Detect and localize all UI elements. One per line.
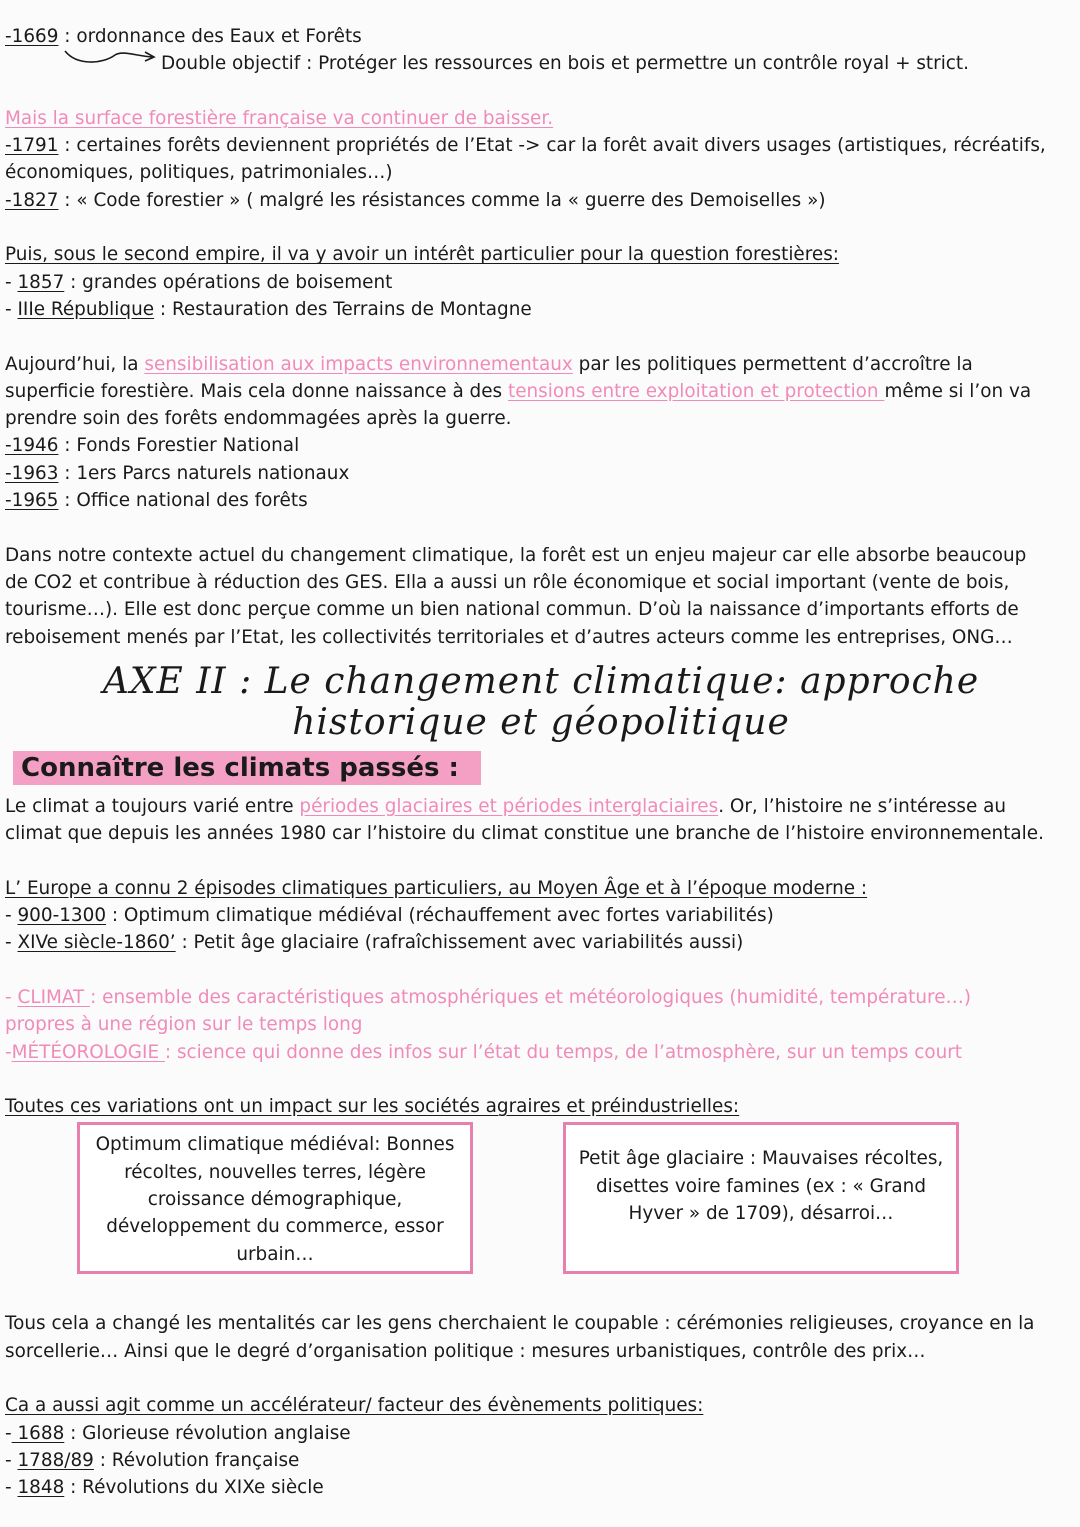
text-1788: : Révolution française	[93, 1449, 300, 1471]
date-line-1669	[5, 23, 1077, 50]
impacts-boxes	[5, 1122, 1077, 1300]
date-line-1963	[5, 460, 1077, 487]
def-climat: - CLIMAT : ensemble des caractéristiques atmosphériques et météorologiques (humidité, température…)	[5, 986, 972, 1008]
def-meteo: -MÉTÉOROLOGIE : science qui donne des infos sur l’état du temps, de l’atmosphère, sur un temps court	[5, 1041, 962, 1063]
meteo-text: : science qui donne des infos sur l’état du temps, de l’atmosphère, sur un temps court	[164, 1041, 962, 1063]
text-1791-cont: économiques, politiques, patrimoniales…)	[5, 162, 393, 184]
politics-item-1688: - 1688 : Glorieuse révolution anglaise	[5, 1422, 351, 1444]
empire-heading: Puis, sous le second empire, il va y avoir un intérêt particulier pour la question forestières:	[5, 244, 839, 266]
past-line-1	[5, 793, 1077, 820]
impacts-heading: Toutes ces variations ont un impact sur les sociétés agraires et préindustrielles:	[5, 1096, 740, 1118]
date-1791: -1791	[5, 135, 59, 157]
text-900-1300: : Optimum climatique médiéval (réchauffement avec fortes variabilités)	[106, 905, 774, 927]
decline-heading: Mais la surface forestière française va continuer de baisser.	[5, 107, 554, 129]
date-1788: 1788/89	[17, 1449, 94, 1471]
def-climat-cont: propres à une région sur le temps long	[5, 1014, 363, 1036]
date-xive-1860: XIVe siècle-1860’	[17, 932, 176, 954]
date-line-1827	[5, 187, 1077, 214]
date-1669: -1669	[5, 26, 59, 47]
context-line-4: reboisement menés par l’Etat, les collectivités territoriales et d’autres acteurs comme les entreprises, ONG…	[5, 626, 1013, 648]
today-text-1a: Aujourd’hui, la	[5, 353, 145, 375]
past-line-2: climat que depuis les années 1980 car l’histoire du climat constitue une branche de l’histoire environnementale.	[5, 823, 1044, 845]
date-1848: 1848	[17, 1477, 65, 1499]
politics-item-1848: - 1848 : Révolutions du XIXe siècle	[5, 1477, 324, 1499]
box-optimum: Optimum climatique médiéval: Bonnes récoltes, nouvelles terres, légère croissance démographique, développement du commerce, essor urbain…	[77, 1122, 473, 1274]
date-line-republique: - IIIe République : Restauration des Terrains de Montagne	[5, 298, 532, 320]
today-line-2	[5, 378, 1077, 405]
box-petit-age: Petit âge glaciaire : Mauvaises récoltes, disettes voire famines (ex : « Grand Hyver » de 1709), désarroi…	[563, 1122, 959, 1274]
text-1688: : Glorieuse révolution anglaise	[64, 1422, 351, 1444]
context-line-3: tourisme…). Elle est donc perçue comme un bien national commun. D’où la naissance d’importants efforts de	[5, 599, 1019, 621]
politics-heading: Ca a aussi agit comme un accélérateur/ facteur des évènements politiques:	[5, 1395, 704, 1417]
meteo-label: MÉTÉOROLOGIE	[11, 1041, 165, 1063]
after-line-1: Tous cela a changé les mentalités car les gens cherchaient le coupable : cérémonies religieuses, croyance en la	[5, 1313, 1035, 1335]
text-1963: : 1ers Parcs naturels nationaux	[58, 462, 350, 484]
detail-line-1669	[5, 50, 1077, 77]
date-1688: 1688	[11, 1422, 65, 1444]
text-1857: : grandes opérations de boisement	[64, 271, 393, 293]
today-text-2a: superficie forestière. Mais cela donne naissance à des	[5, 380, 508, 402]
after-line-2: sorcellerie… Ainsi que le degré d’organisation politique : mesures urbanistiques, contrôle des prix…	[5, 1340, 926, 1362]
today-text-1b: par les politiques permettent d’accroître la	[572, 353, 973, 375]
text-1965: : Office national des forêts	[58, 490, 308, 512]
date-line-1791	[5, 132, 1077, 159]
detail-1669: Double objectif : Protéger les ressources en bois et permettre un contrôle royal + strict.	[161, 53, 969, 75]
date-1946: -1946	[5, 435, 59, 457]
date-line-1946	[5, 432, 1077, 459]
text-republique: : Restauration des Terrains de Montagne	[154, 298, 532, 320]
section-heading: Connaître les climats passés :	[13, 751, 481, 785]
europe-heading: L’ Europe a connu 2 épisodes climatiques particuliers, au Moyen Âge et à l’époque moderne :	[5, 877, 868, 899]
date-1857: 1857	[17, 271, 65, 293]
highlight-sensibilisation: sensibilisation aux impacts environnementaux	[144, 353, 573, 375]
document-page	[5, 23, 1077, 1501]
text-1848: : Révolutions du XIXe siècle	[64, 1477, 324, 1499]
text-xive-1860: : Petit âge glaciaire (rafraîchissement avec variabilités aussi)	[175, 932, 744, 954]
climat-text: : ensemble des caractéristiques atmosphériques et météorologiques (humidité, température…)	[90, 986, 972, 1008]
text-1669: : ordonnance des Eaux et Forêts	[58, 26, 362, 47]
past-text-1a: Le climat a toujours varié entre	[5, 795, 300, 817]
climat-label: CLIMAT	[17, 986, 91, 1008]
date-1965: -1965	[5, 490, 59, 512]
text-1791: : certaines forêts deviennent propriétés de l’Etat -> car la forêt avait divers usages (artistiques, récréatifs,	[58, 135, 1046, 157]
text-1946: : Fonds Forestier National	[58, 435, 300, 457]
today-text-2b: même si l’on va	[884, 380, 1032, 402]
today-line-3: prendre soin des forêts endommagées après la guerre.	[5, 408, 512, 430]
label-republique: IIIe République	[17, 298, 155, 320]
context-line-1: Dans notre contexte actuel du changement climatique, la forêt est un enjeu majeur car elle absorbe beaucoup	[5, 544, 1027, 566]
axe-title: AXE II : Le changement climatique: approche historique et géopolitique	[102, 660, 980, 743]
europe-item-1: - 900-1300 : Optimum climatique médiéval (réchauffement avec fortes variabilités)	[5, 905, 774, 927]
past-text-1b: . Or, l’histoire ne s’intéresse au	[718, 795, 1007, 817]
date-line-1857: - 1857 : grandes opérations de boisement	[5, 271, 393, 293]
highlight-tensions: tensions entre exploitation et protection	[507, 380, 885, 402]
politics-item-1788: - 1788/89 : Révolution française	[5, 1449, 300, 1471]
date-1827: -1827	[5, 189, 59, 211]
text-1827: : « Code forestier » ( malgré les résistances comme la « guerre des Demoiselles »)	[58, 189, 826, 211]
date-line-1965	[5, 487, 1077, 514]
europe-item-2: - XIVe siècle-1860’ : Petit âge glaciaire (rafraîchissement avec variabilités aussi)	[5, 932, 744, 954]
curved-arrow-icon	[63, 46, 159, 68]
today-line-1	[5, 351, 1077, 378]
context-line-2: de CO2 et contribue à réduction des GES. Ella a aussi un rôle économique et social important (vente de bois,	[5, 571, 1010, 593]
date-900-1300: 900-1300	[17, 905, 107, 927]
date-1963: -1963	[5, 462, 59, 484]
highlight-periodes: périodes glaciaires et périodes interglaciaires	[299, 795, 719, 817]
